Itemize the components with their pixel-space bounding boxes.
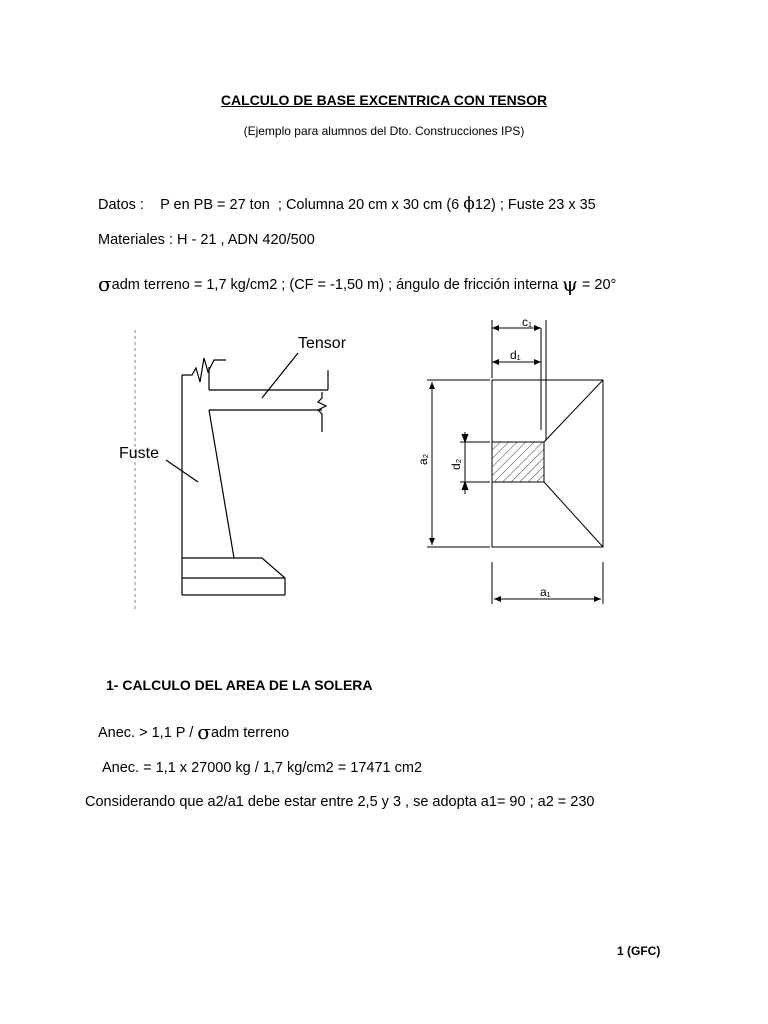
datos-columna-post: 12) ; Fuste 23 x 35 (474, 197, 596, 213)
terreno-line (98, 274, 616, 294)
d2-arrow-bottom (462, 482, 468, 490)
right-break-line (318, 392, 326, 432)
plan-figure (410, 310, 620, 610)
tensor-label: Tensor (298, 335, 347, 352)
terreno-text-a: adm terreno = 1,7 kg/cm2 ; (CF = -1,50 m) ; ángulo de fricción interna (111, 277, 563, 293)
psi-symbol: ψ (562, 272, 578, 296)
base-bevel (234, 558, 285, 595)
fuste-label: Fuste (119, 445, 160, 462)
datos-line (98, 194, 596, 214)
adoption-line: Considerando que a2/a1 debe estar entre 2,5 y 3 , se adopta a1= 90 ; a2 = 230 (85, 794, 595, 810)
bevel-top-right (544, 380, 603, 442)
section-figure (100, 320, 380, 620)
anec-inequality-a: Anec. > 1,1 P / (98, 725, 198, 741)
document-title: CALCULO DE BASE EXCENTRICA CON TENSOR (220, 92, 548, 108)
c1-label: c₁ (522, 315, 533, 329)
d2-label: d₂ (449, 458, 463, 470)
column-hatched (492, 442, 544, 482)
sigma-symbol-2: σ (197, 720, 211, 744)
anec-inequality-line (98, 722, 289, 742)
fuste-right-edge (209, 410, 234, 558)
anec-calculation-line: Anec. = 1,1 x 27000 kg / 1,7 kg/cm2 = 17471 cm2 (102, 760, 423, 776)
bevel-hidden (492, 380, 544, 442)
phi-symbol: ϕ (463, 194, 475, 214)
datos-label: Datos : (98, 197, 144, 213)
tensor-leader (262, 353, 298, 398)
document-subtitle: (Ejemplo para alumnos del Dto. Construcciones IPS) (243, 124, 525, 138)
anec-inequality-b: adm terreno (210, 725, 290, 741)
terreno-text-b: = 20° (577, 277, 617, 293)
a1-label: a₁ (540, 585, 551, 599)
a2-label: a₂ (416, 453, 430, 465)
top-break-line (182, 358, 226, 382)
sigma-symbol: σ (98, 272, 112, 296)
d1-label: d₁ (510, 348, 521, 362)
materiales-line: Materiales : H - 21 , ADN 420/500 (98, 232, 315, 248)
datos-columna-pre: ; Columna 20 cm x 30 cm (6 (277, 197, 464, 213)
d2-arrow-top (462, 434, 468, 442)
bevel-bottom-right (544, 482, 603, 547)
datos-carga: P en PB = 27 ton (160, 197, 270, 213)
page-footer: 1 (GFC) (617, 944, 661, 958)
section-1-heading: 1- CALCULO DEL AREA DE LA SOLERA (106, 677, 373, 693)
